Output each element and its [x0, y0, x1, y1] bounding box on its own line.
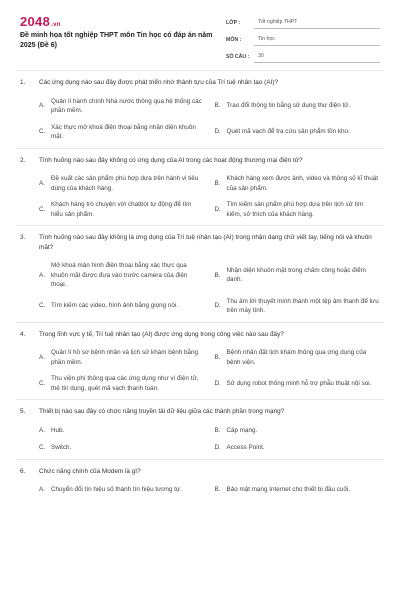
answer-options [20, 348, 380, 393]
document-title: Đề minh họa tốt nghiệp THPT môn Tin học có đáp án năm 2025 (Đề 6) [20, 32, 213, 49]
answer-options [20, 261, 380, 316]
option-a[interactable] [39, 261, 205, 290]
option-letter: C. [39, 443, 46, 451]
answer-options [20, 97, 380, 142]
option-b[interactable] [215, 174, 381, 193]
option-letter: D. [214, 205, 221, 213]
option-a[interactable] [39, 426, 205, 436]
answer-options [20, 174, 380, 219]
option-letter: B. [214, 353, 221, 361]
question-1 [0, 71, 400, 148]
logo-suffix: .vn [51, 22, 61, 28]
info-label: MÔN : [226, 37, 242, 43]
question-number: 1. [20, 79, 26, 86]
option-text: Thu viện phí thông qua các ứng dụng như ví điện tử, thẻ tín dụng, quét mã vạch thanh toán. [51, 375, 199, 392]
option-d[interactable] [215, 123, 381, 142]
option-d[interactable] [215, 443, 381, 453]
option-letter: B. [214, 102, 221, 110]
option-letter: D. [214, 128, 221, 136]
site-logo[interactable] [20, 14, 61, 29]
question-4 [0, 323, 400, 400]
option-letter: B. [214, 271, 221, 279]
option-c[interactable] [39, 123, 205, 142]
page-header [0, 0, 400, 62]
option-letter: B. [214, 426, 221, 434]
option-letter: C. [39, 379, 46, 387]
option-letter: C. [39, 128, 46, 136]
question-text: Các ứng dụng nào sau đây được phát triển nhờ thành tựu của Trí tuệ nhân tạo (AI)? [39, 79, 278, 86]
option-d[interactable] [215, 297, 381, 316]
question-2 [0, 149, 400, 226]
option-letter: C. [39, 205, 46, 213]
option-letter: B. [214, 486, 221, 494]
option-letter: A. [39, 486, 45, 494]
option-letter: D. [214, 379, 221, 387]
option-text: Chuyển đổi tín hiệu số thành tín hiệu tương tự. [51, 486, 182, 494]
info-value: Tốt nghiệp THPT [254, 19, 380, 29]
answer-options [20, 426, 380, 453]
option-letter: D. [214, 443, 221, 451]
info-label: LỚP : [226, 20, 241, 26]
option-b[interactable] [215, 426, 381, 436]
option-text: Trao đổi thông tin bằng sử dụng thư điện tử. [226, 102, 351, 110]
option-text: Tìm kiếm sản phẩm phù hợp dựa trên lịch sử tìm kiếm, sở thích của khách hàng. [226, 201, 364, 218]
option-a[interactable] [39, 485, 205, 495]
option-d[interactable] [215, 200, 381, 219]
option-text: Nhận diện khuôn mặt trong chấm công hoặc điểm danh. [226, 266, 366, 284]
question-number: 3. [20, 234, 26, 241]
option-text: Hub. [51, 426, 65, 434]
option-text: Quản lí hồ sơ bệnh nhân và lịch sử khám bệnh bằng phần mềm. [51, 349, 198, 366]
option-letter: A. [39, 353, 45, 361]
option-text: Quét mã vạch để tra cứu sản phẩm tồn kho. [226, 128, 350, 136]
question-text: Thiết bị nào sau đây có chức năng truyền tải dữ liệu giữa các thành phần trong mạng? [39, 408, 285, 415]
info-row-subject [226, 29, 380, 46]
option-d[interactable] [215, 374, 381, 393]
option-letter: D. [214, 302, 221, 310]
option-text: Cáp mạng. [226, 426, 258, 434]
option-b[interactable] [215, 348, 381, 367]
option-a[interactable] [39, 174, 205, 193]
option-text: Tìm kiếm các video, hình ảnh bằng giọng nói. [51, 302, 179, 310]
option-letter: A. [39, 102, 45, 110]
question-3 [0, 226, 400, 322]
option-letter: A. [39, 179, 45, 187]
option-c[interactable] [39, 443, 205, 453]
option-text: Bệnh nhân đặt lịch khám thông qua ứng dụng của bệnh viện. [226, 349, 367, 366]
option-letter: B. [214, 179, 221, 187]
answer-options [20, 485, 380, 495]
option-b[interactable] [215, 261, 381, 290]
question-text: Tình huống nào sau đây không là ứng dụng của Trí tuệ nhân tạo (AI) trong nhận dạng chữ viết tay, tiếng nói và khuôn mặt? [39, 234, 372, 251]
question-number: 5. [20, 408, 26, 415]
option-text: Mở khoá màn hình điện thoại bằng xác thực qua khuôn mặt được đưa vào trước camera của điện thoại. [51, 262, 188, 288]
exam-info-box [226, 12, 380, 63]
question-5 [0, 400, 400, 459]
option-text: Khách hàng trò chuyện với chatbot tự động để tìm hiểu sản phẩm. [51, 201, 192, 218]
question-number: 4. [20, 330, 26, 338]
option-text: Đề xuất các sản phẩm phù hợp dựa trên hành vi tiêu dùng của khách hàng. [51, 175, 199, 192]
info-value: Tin học [254, 36, 380, 46]
question-text: Trong lĩnh vực y tế, Trí tuệ nhân tạo (AI) được ứng dụng trong công việc nào sau đây? [39, 330, 284, 338]
option-text: Switch. [51, 443, 72, 451]
info-row-class [226, 12, 380, 29]
option-text: Thu âm lời thuyết minh thành một tệp âm thanh để lưu trên máy tính. [226, 297, 379, 314]
option-b[interactable] [215, 485, 381, 495]
option-letter: A. [39, 426, 45, 434]
option-c[interactable] [39, 374, 205, 393]
option-text: Sử dụng robot thông minh hỗ trợ phẫu thuật nội soi. [226, 379, 372, 387]
option-c[interactable] [39, 297, 205, 316]
option-a[interactable] [39, 348, 205, 367]
option-a[interactable] [39, 97, 205, 116]
question-number: 2. [20, 156, 26, 164]
info-label: SỐ CÂU : [226, 54, 250, 60]
logo-text: 2048 [20, 14, 51, 29]
option-letter: C. [39, 302, 46, 310]
option-b[interactable] [215, 97, 381, 116]
question-list [0, 70, 400, 501]
question-number: 6. [20, 467, 26, 475]
question-6 [0, 460, 400, 502]
info-value: 30 [254, 53, 380, 63]
question-text: Chức năng chính của Modem là gì? [39, 467, 141, 475]
option-text: Bảo mật mạng Internet cho thiết bị đầu cuối. [226, 486, 351, 494]
question-text: Tình huống nào sau đây không có ứng dụng của AI trong các hoạt động thương mại điện tử? [39, 156, 303, 164]
option-text: Khách hàng xem được ảnh, video và thông số kĩ thuật của sản phẩm. [226, 175, 379, 192]
option-text: Xác thực mở khoá điện thoại bằng nhận diện khuôn mặt. [51, 123, 196, 140]
option-text: Quản lí hành chính Nhà nước thông qua hệ thống các phần mềm. [51, 97, 202, 114]
option-text: Access Point. [226, 443, 265, 451]
option-c[interactable] [39, 200, 205, 219]
info-row-count [226, 46, 380, 63]
option-letter: A. [39, 271, 45, 279]
